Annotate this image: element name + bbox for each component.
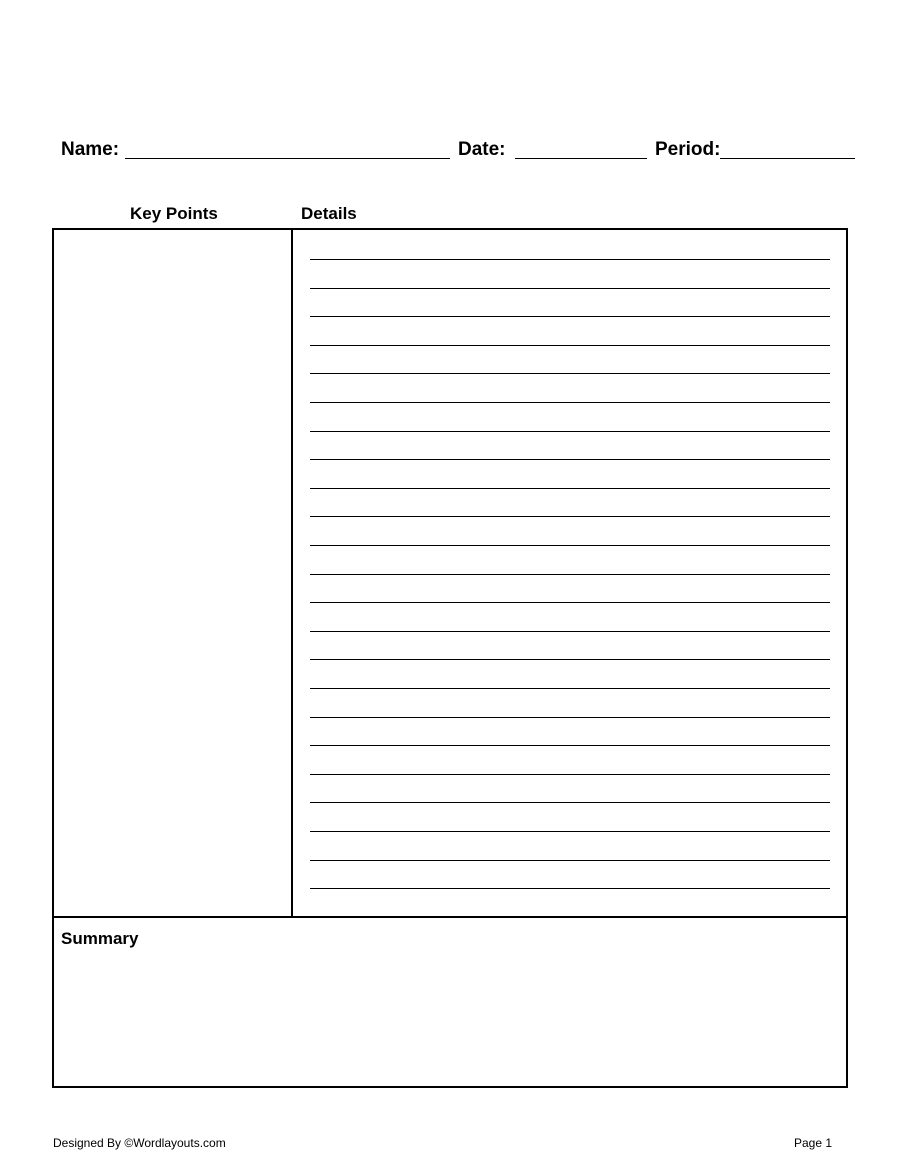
ruled-line — [310, 288, 830, 289]
summary-label: Summary — [61, 929, 139, 948]
ruled-line — [310, 631, 830, 632]
ruled-line — [310, 431, 830, 432]
summary-divider — [53, 916, 846, 918]
ruled-line — [310, 545, 830, 546]
ruled-line — [310, 488, 830, 489]
period-label: Period: — [655, 139, 721, 160]
page-number: Page 1 — [794, 1136, 833, 1150]
ruled-line — [310, 688, 830, 689]
ruled-line — [310, 774, 830, 775]
ruled-line — [310, 659, 830, 660]
ruled-line — [310, 802, 830, 803]
ruled-line — [310, 745, 830, 746]
details-header: Details — [301, 204, 357, 223]
ruled-line — [310, 602, 830, 603]
date-label: Date: — [458, 139, 506, 160]
ruled-line — [310, 402, 830, 403]
ruled-line — [310, 373, 830, 374]
ruled-line — [310, 459, 830, 460]
column-divider — [291, 229, 293, 917]
name-field[interactable] — [125, 158, 450, 159]
ruled-line — [310, 574, 830, 575]
ruled-line — [310, 717, 830, 718]
ruled-line — [310, 831, 830, 832]
summary-area[interactable] — [54, 952, 846, 1084]
period-field[interactable] — [720, 158, 855, 159]
date-field[interactable] — [515, 158, 647, 159]
ruled-line — [310, 345, 830, 346]
key-points-header: Key Points — [130, 204, 218, 223]
key-points-area[interactable] — [54, 230, 291, 916]
ruled-line — [310, 316, 830, 317]
ruled-line — [310, 888, 830, 889]
footer-credit: Designed By ©Wordlayouts.com — [53, 1136, 226, 1150]
ruled-line — [310, 860, 830, 861]
ruled-line — [310, 516, 830, 517]
name-label: Name: — [61, 139, 120, 160]
ruled-line — [310, 259, 830, 260]
